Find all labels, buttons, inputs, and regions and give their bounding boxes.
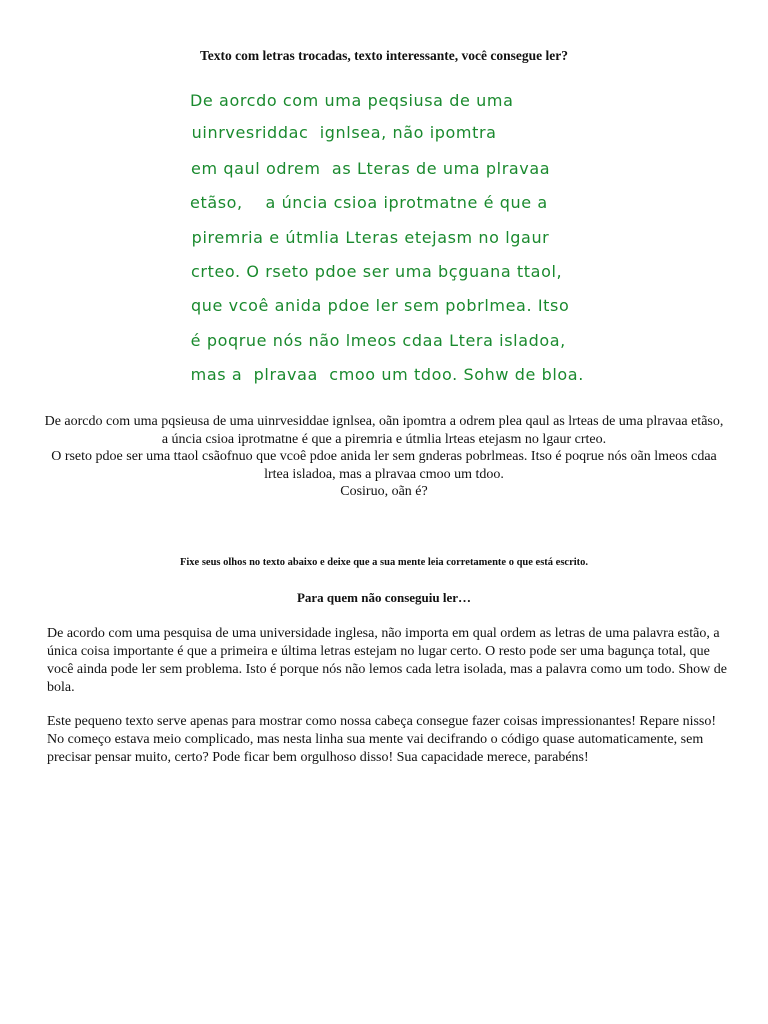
scrambled-line: mas a plravaa cmoo um tdoo. Sohw de bloa. bbox=[185, 365, 584, 384]
comment-paragraph: Este pequeno texto serve apenas para mostrar como nossa cabeça consegue fazer coisas impressionantes! Repare nisso! No começo estava meio complicado, mas nesta linha sua mente vai decifrando o código quase automaticamente, sem precisar pensar muito, certo? Pode ficar bem orgulhoso disso! Sua capacidade merece, parabéns! bbox=[47, 714, 717, 765]
scrambled-line: crteo. O rseto pdoe ser uma bçguana ttaol, bbox=[191, 262, 563, 281]
scrambled-paragraph bbox=[40, 413, 728, 501]
instruction-text: Fixe seus olhos no texto abaixo e deixe que a sua mente leia corretamente o que está escrito. bbox=[179, 557, 589, 568]
scrambled-line: piremria e útmlia Lteras etejasm no lgaur bbox=[186, 228, 550, 247]
page-heading: Texto com letras trocadas, texto interessante, você consegue ler? bbox=[200, 48, 568, 63]
section-subheading: Para quem não conseguiu ler… bbox=[296, 590, 472, 605]
scrambled-line: que vcoê anida pdoe ler sem pobrlmea. Itso bbox=[191, 296, 570, 315]
scrambled-paragraph-line: De aorcdo com uma pqsieusa de uma uinrvesiddae ignlsea, oãn ipomtra a odrem plea qaul as lrteas de uma plravaa etãso, a úncia csioa iprotmatne é que a piremria e útmlia lrteas etejasm no lgaur crteo. bbox=[44, 414, 724, 447]
scrambled-line: uinrvesriddac ignlsea, não ipomtra bbox=[186, 123, 497, 142]
scrambled-line: em qaul odrem as Lteras de uma plravaa bbox=[191, 159, 551, 178]
scrambled-line: é poqrue nós não lmeos cdaa Ltera isladoa, bbox=[185, 331, 566, 350]
decoded-paragraph: De acordo com uma pesquisa de uma universidade inglesa, não importa em qual ordem as letras de uma palavra estão, a única coisa importante é que a primeira e última letras estejam no lugar certo. O resto pode ser uma bagunça total, que você ainda pode ler sem problema. Isto é porque nós não lemos cada letra isolada, mas a palavra como um todo. Show de bola. bbox=[47, 626, 727, 695]
scrambled-paragraph-line: Cosiruo, oãn é? bbox=[340, 484, 428, 499]
scrambled-line: etãso, a úncia csioa iprotmatne é que a bbox=[190, 193, 548, 212]
scrambled-line: De aorcdo com uma peqsiusa de uma bbox=[190, 91, 514, 110]
scrambled-paragraph-line: O rseto pdoe ser uma ttaol csãofnuo que vcoê pdoe anida ler sem gnderas pobrlmeas. Itso é poqrue nós oãn lmeos cdaa lrtea isladoa, mas a plravaa cmoo um tdoo. bbox=[51, 449, 717, 482]
